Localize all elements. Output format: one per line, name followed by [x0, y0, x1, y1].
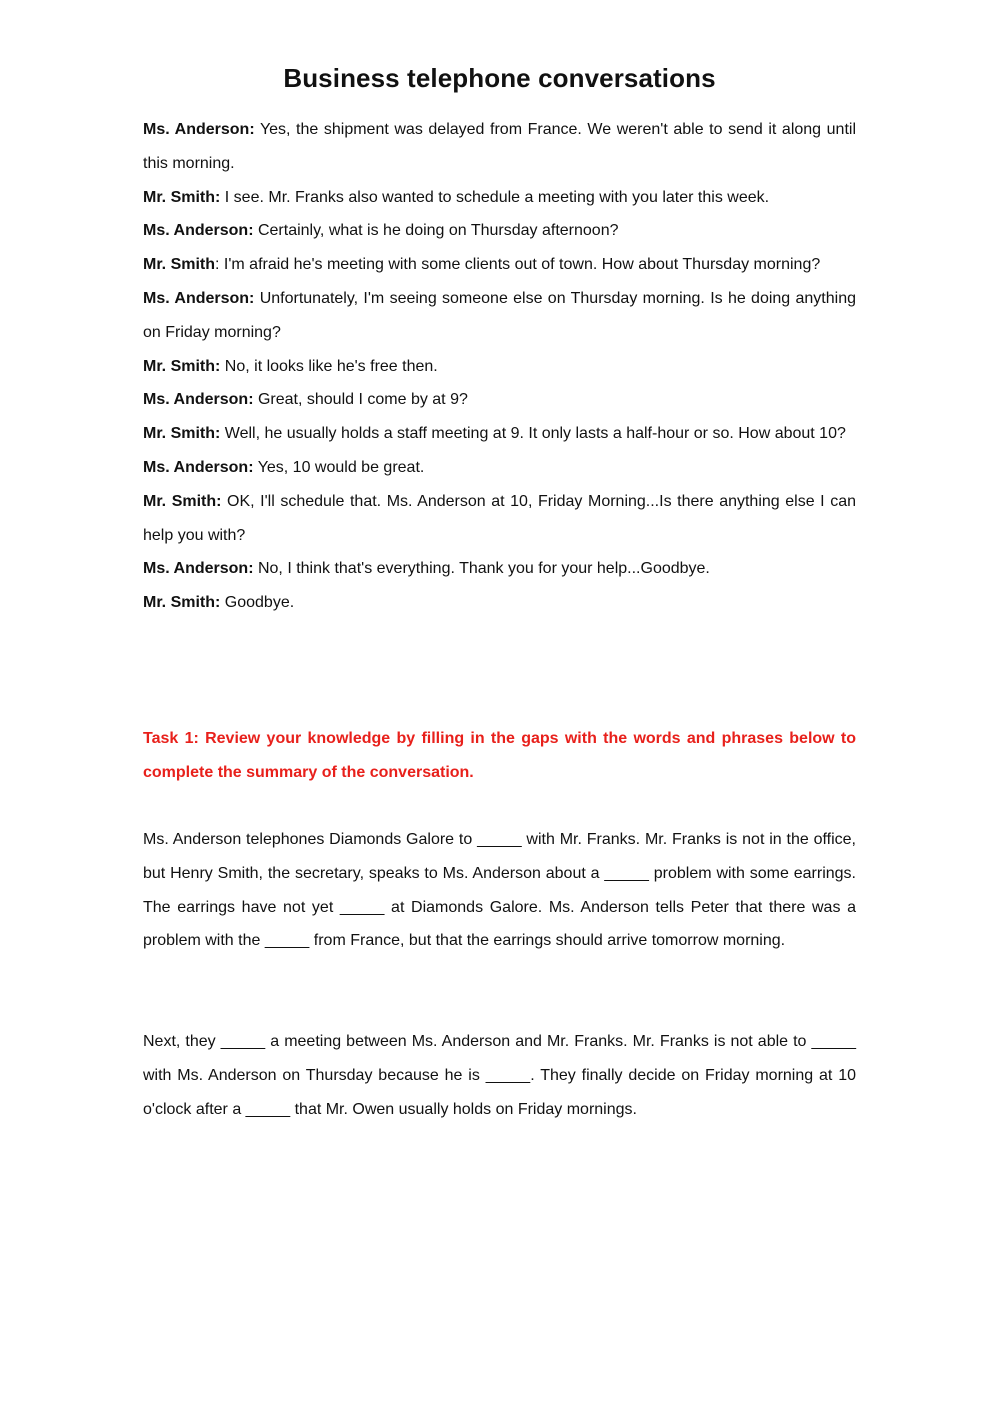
- speaker-name: Mr. Smith:: [143, 492, 222, 510]
- speaker-name: Mr. Smith: [143, 256, 216, 274]
- dialogue-line: [143, 248, 856, 282]
- dialogue-text: No, I think that's everything. Thank you for your help...Goodbye.: [253, 560, 710, 578]
- dialogue-line: [143, 181, 856, 215]
- dialogue-line: [143, 417, 856, 451]
- dialogue-text: OK, I'll schedule that. Ms. Anderson at 10, Friday Morning...Is there anything else I can help you with?: [143, 492, 856, 544]
- dialogue-line: [143, 214, 856, 248]
- dialogue-text: Great, should I come by at 9?: [253, 391, 468, 409]
- speaker-name: Mr. Smith:: [143, 188, 221, 206]
- speaker-name: Ms. Anderson:: [143, 560, 254, 578]
- dialogue-line: [143, 383, 856, 417]
- speaker-name: Mr. Smith:: [143, 594, 221, 612]
- dialogue-text: : I'm afraid he's meeting with some clients out of town. How about Thursday morning?: [215, 256, 821, 274]
- speaker-name: Ms. Anderson:: [143, 458, 254, 476]
- dialogue-line: [143, 451, 856, 485]
- speaker-name: Ms. Anderson:: [143, 289, 255, 307]
- dialogue-text: Yes, 10 would be great.: [253, 458, 425, 476]
- dialogue-line: [143, 113, 856, 181]
- speaker-name: Ms. Anderson:: [143, 222, 254, 240]
- dialogue-text: No, it looks like he's free then.: [220, 357, 438, 375]
- page-title: Business telephone conversations: [283, 63, 716, 93]
- task-heading: Task 1: Review your knowledge by filling in the gaps with the words and phrases below to complete the summary of the conversation.: [143, 730, 856, 781]
- speaker-name: Ms. Anderson:: [143, 391, 254, 409]
- summary-paragraph-2: Next, they _____ a meeting between Ms. Anderson and Mr. Franks. Mr. Franks is not able to _____ with Ms. Anderson on Thursday because he is _____. They finally decide on Friday morning at 10 o'clock after a _____ that Mr. Owen usually holds on Friday mornings.: [143, 1033, 856, 1118]
- dialogue-text: Yes, the shipment was delayed from France. We weren't able to send it along until this morning.: [143, 121, 856, 172]
- speaker-name: Mr. Smith:: [143, 425, 221, 443]
- dialogue-transcript: [143, 113, 856, 620]
- speaker-name: Ms. Anderson:: [143, 121, 255, 138]
- dialogue-line: [143, 282, 856, 350]
- dialogue-text: Certainly, what is he doing on Thursday afternoon?: [253, 222, 619, 240]
- dialogue-line: [143, 552, 856, 586]
- speaker-name: Mr. Smith:: [143, 357, 221, 375]
- dialogue-line: [143, 586, 856, 620]
- dialogue-text: Well, he usually holds a staff meeting at 9. It only lasts a half-hour or so. How about 10?: [220, 425, 846, 443]
- dialogue-line: [143, 350, 856, 384]
- dialogue-text: Unfortunately, I'm seeing someone else on Thursday morning. Is he doing anything on Friday morning?: [143, 289, 856, 341]
- summary-paragraph-1: Ms. Anderson telephones Diamonds Galore to _____ with Mr. Franks. Mr. Franks is not in the office, but Henry Smith, the secretary, speaks to Ms. Anderson about a _____ problem with some earrings. The earrings have not yet _____ at Diamonds Galore. Ms. Anderson tells Peter that there was a problem with the _____ from France, but that the earrings should arrive tomorrow morning.: [143, 831, 856, 950]
- dialogue-text: I see. Mr. Franks also wanted to schedule a meeting with you later this week.: [220, 188, 770, 206]
- dialogue-line: [143, 485, 856, 553]
- dialogue-text: Goodbye.: [220, 594, 295, 612]
